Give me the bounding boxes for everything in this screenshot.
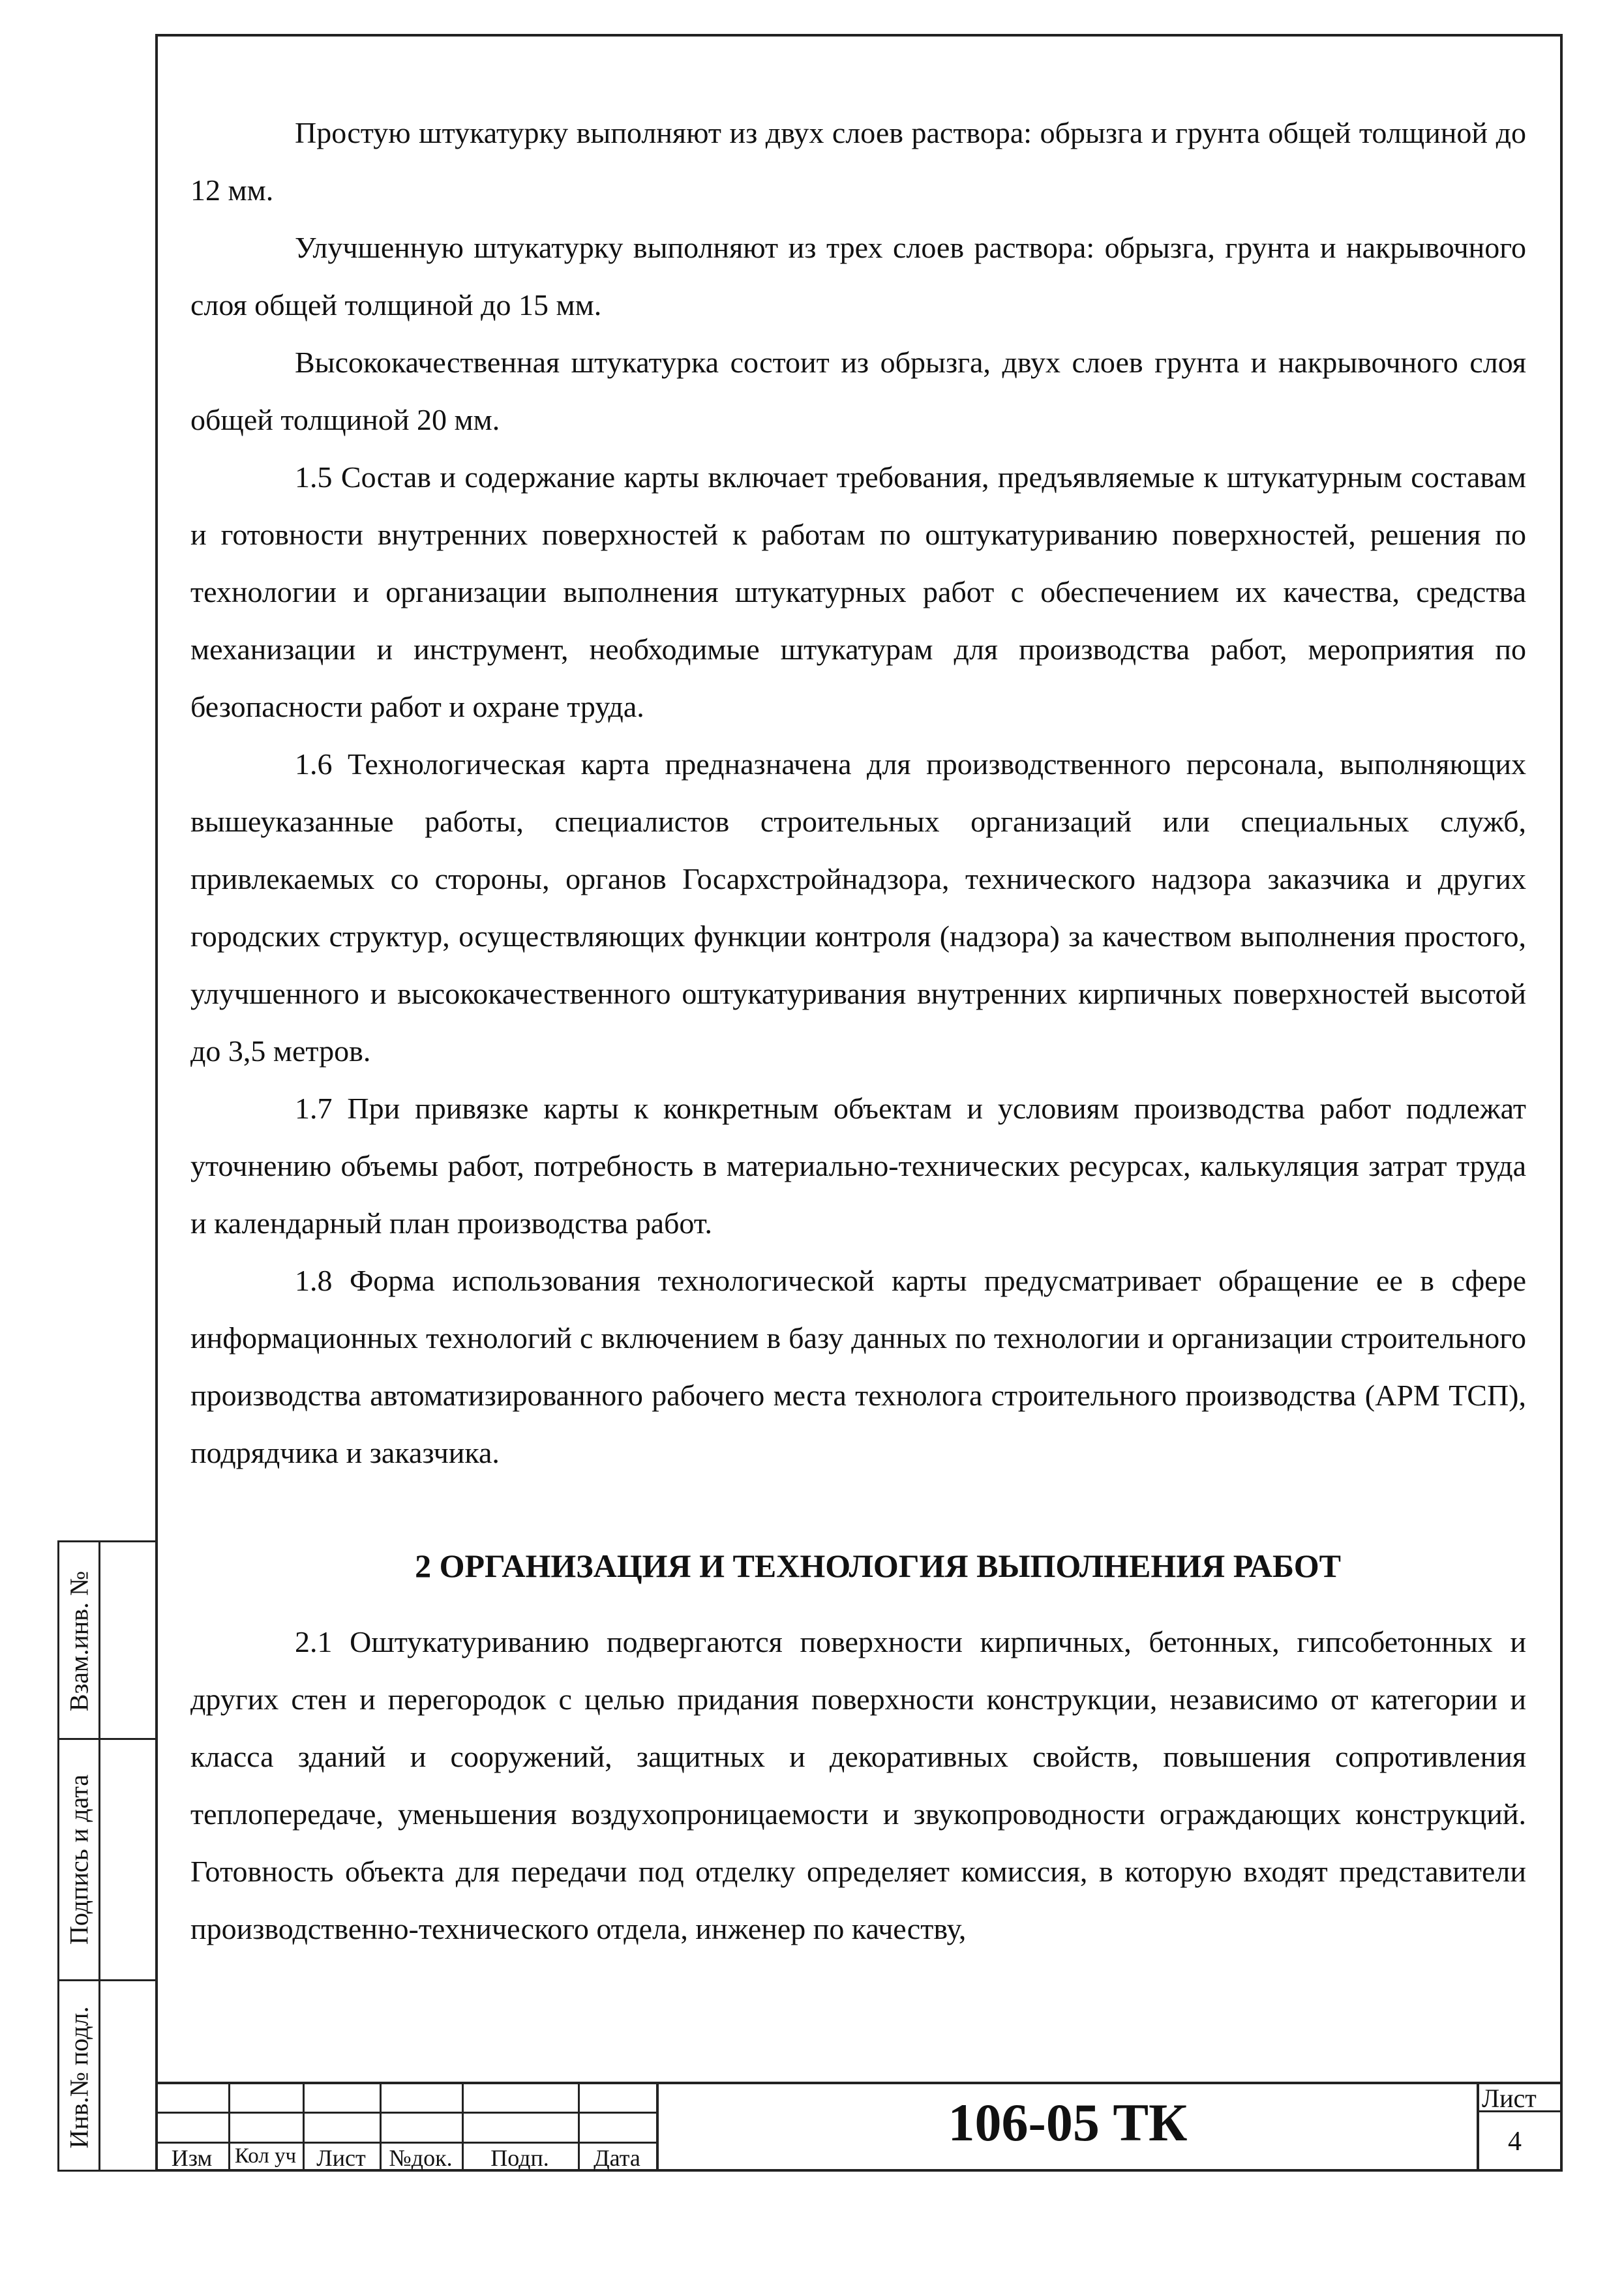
paragraph: Простую штукатурку выполняют из двух слоев раствора: обрызга и грунта общей толщиной до 12 мм. [190, 116, 1526, 207]
document-body [190, 104, 1526, 1958]
title-block-border [155, 2082, 1563, 2084]
paragraph: Улучшенную штукатурку выполняют из трех слоев раствора: обрызга, грунта и накрывочного слоя общей толщиной до 15 мм. [190, 231, 1526, 322]
sheet-label: Лист [1482, 2084, 1537, 2113]
title-block-row-line [155, 2112, 656, 2114]
column-label-count: Кол уч [234, 2144, 297, 2168]
sidebar-label-replacement-inventory: Взам.инв. № [64, 1570, 94, 1712]
paragraph: 2.1 Оштукатуриванию подвергаются поверхности кирпичных, бетонных, гипсобетонных и других стен и перегородок с целью придания поверхности конструкции, независимо от категории и класса зданий и сооружений, защитных и декоративных свойств, повышения сопротивления теплопередаче, уменьшения воздухопроницаемости и звукопроводности ограждающих конструкций. Готовность объекта для передачи под отделку определяет комиссия, в которую входят представители производственно-технического отдела, инженер по качеству, [190, 1625, 1526, 1945]
sidebar-label-original-inventory: Инв.№ подл. [64, 2006, 94, 2149]
title-block [155, 2082, 1563, 2172]
column-label-signature: Подп. [490, 2145, 549, 2171]
paragraph: 1.5 Состав и содержание карты включает требования, предъявляемые к штукатурным составам и готовности внутренних поверхностей к работам по оштукатуриванию поверхностей, решения по технологии и организации выполнения штукатурных работ с обеспечением их качества, средства механизации и инструмент, необходимые штукатурам для производства работ, мероприятия по безопасности работ и охране труда. [190, 460, 1526, 723]
sidebar-label-signature-date: Подпись и дата [64, 1774, 94, 1945]
paragraph: Высококачественная штукатурка состоит из обрызга, двух слоев грунта и накрывочного слоя общей толщиной 20 мм. [190, 346, 1526, 436]
paragraph: 1.6 Технологическая карта предназначена для производственного персонала, выполняющих вышеуказанные работы, специалистов строительных организаций или специальных служб, привлекаемых со стороны, органов Госархстройнадзора, технического надзора заказчика и других городских структур, осуществляющих функции контроля (надзора) за качеством выполнения простого, улучшенного и высококачественного оштукатуривания внутренних кирпичных поверхностей высотой до 3,5 метров. [190, 747, 1526, 1068]
section-heading: 2 ОРГАНИЗАЦИЯ И ТЕХНОЛОГИЯ ВЫПОЛНЕНИЯ РАБОТ [415, 1548, 1341, 1584]
title-block-row-line [155, 2142, 656, 2144]
document-code: 106-05 ТК [948, 2093, 1188, 2152]
paragraph: 1.8 Форма использования технологической карты предусматривает обращение ее в сфере информационных технологий с включением в базу данных по технологии и организации строительного производства автоматизированного рабочего места технолога строительного производства (АРМ ТСП), подрядчика и заказчика. [190, 1264, 1526, 1469]
column-label-change: Изм [171, 2145, 213, 2171]
column-label-date: Дата [594, 2145, 640, 2171]
title-block-col-line [1477, 2082, 1479, 2172]
paragraph: 1.7 При привязке карты к конкретным объектам и условиям производства работ подлежат уточнению объемы работ, потребность в материально-технических ресурсах, калькуляция затрат труда и календарный план производства работ. [190, 1092, 1526, 1240]
margin-stamp-column [57, 1540, 157, 2172]
column-label-doc-number: №док. [389, 2145, 453, 2171]
column-label-sheet: Лист [316, 2145, 366, 2171]
sheet-number: 4 [1508, 2127, 1522, 2157]
